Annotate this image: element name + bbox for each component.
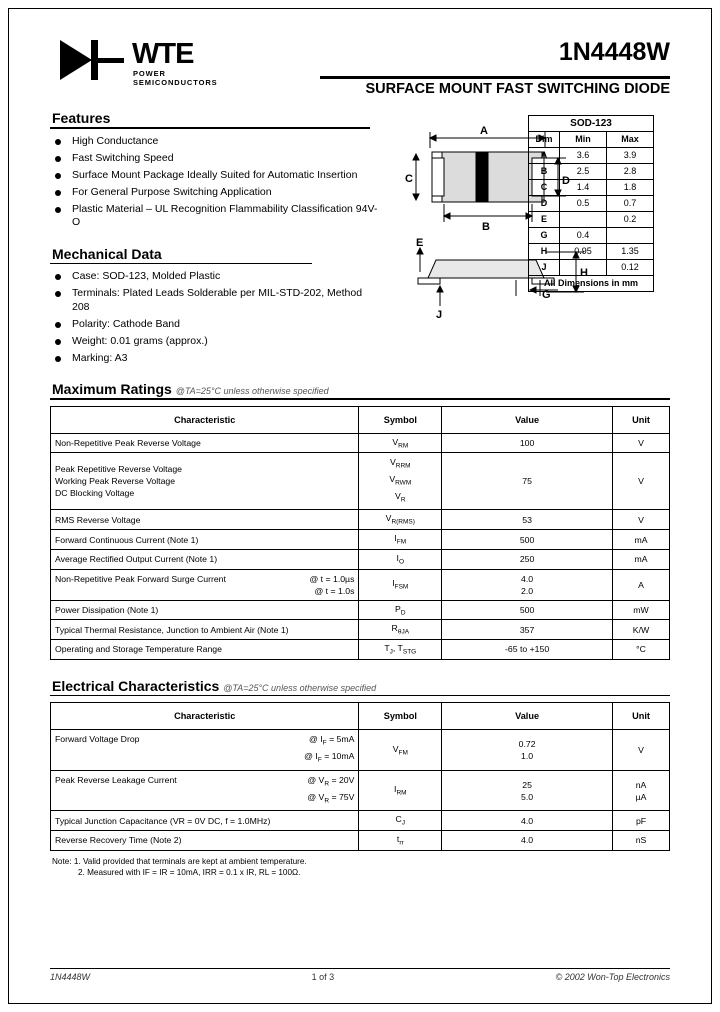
cell-value: 53 bbox=[442, 510, 613, 530]
max-cell: 3.9 bbox=[607, 148, 654, 164]
note-1: Note: 1. Valid provided that terminals are kept at ambient temperature. bbox=[52, 856, 307, 866]
cell-unit: pF bbox=[613, 811, 670, 831]
cell-value: 357 bbox=[442, 620, 613, 640]
table-row bbox=[529, 148, 654, 164]
max-ratings-condition: @TA=25°C unless otherwise specified bbox=[175, 386, 329, 396]
dim-label-c: C bbox=[405, 173, 413, 185]
cell-unit: V bbox=[613, 510, 670, 530]
part-number: 1N4448W bbox=[558, 38, 670, 66]
company-logo bbox=[58, 36, 248, 92]
col-symbol: Symbol bbox=[359, 703, 442, 730]
col-unit: Unit bbox=[613, 406, 670, 433]
features-heading: Features bbox=[52, 110, 111, 126]
cell-value: 75 bbox=[442, 453, 613, 510]
cell-characteristic: Typical Junction Capacitance (VR = 0V DC, f = 1.0MHz) bbox=[51, 811, 359, 831]
list-item: Marking: A3 bbox=[50, 352, 380, 366]
dim-label-g: G bbox=[542, 289, 551, 301]
electrical-section bbox=[50, 678, 670, 878]
table-row bbox=[529, 260, 654, 276]
package-header-dim: Dim bbox=[529, 132, 560, 148]
cell-condition: @ t = 1.0µs @ t = 1.0s bbox=[309, 573, 355, 596]
min-cell: 0.4 bbox=[560, 228, 607, 244]
cell-characteristic: Forward Continuous Current (Note 1) bbox=[51, 530, 359, 550]
cell-unit: A bbox=[613, 569, 670, 600]
list-item: Case: SOD-123, Molded Plastic bbox=[50, 270, 380, 284]
table-row bbox=[529, 164, 654, 180]
max-cell: 0.2 bbox=[607, 212, 654, 228]
max-ratings-section bbox=[50, 381, 670, 660]
cell-value: 4.0 2.0 bbox=[442, 569, 613, 600]
cell-value: 0.72 1.0 bbox=[442, 730, 613, 770]
page-content bbox=[50, 28, 670, 878]
cell-unit: mA bbox=[613, 530, 670, 550]
table-row bbox=[529, 196, 654, 212]
cell-symbol: $I_{FSM}$ bbox=[359, 569, 442, 600]
cell-symbol: $I_{FM}$ bbox=[359, 530, 442, 550]
page-header bbox=[50, 28, 670, 100]
cell-symbol: $T_J$, $T_{STG}$ bbox=[359, 640, 442, 660]
max-ratings-heading bbox=[50, 381, 670, 398]
wte-logo-icon bbox=[58, 38, 126, 82]
min-cell: 2.5 bbox=[560, 164, 607, 180]
cell-value: 500 bbox=[442, 530, 613, 550]
max-ratings-title: Maximum Ratings bbox=[52, 381, 172, 397]
max-cell: 1.8 bbox=[607, 180, 654, 196]
cell-unit: V bbox=[613, 453, 670, 510]
min-cell: 0.5 bbox=[560, 196, 607, 212]
cell-unit: mW bbox=[613, 600, 670, 620]
table-row bbox=[51, 569, 670, 600]
cell-symbol: $I_{RM}$ bbox=[359, 770, 442, 810]
page-footer bbox=[50, 968, 670, 983]
package-table-title: SOD-123 bbox=[529, 116, 654, 132]
table-row bbox=[51, 620, 670, 640]
cell-characteristic: Peak Repetitive Reverse Voltage Working Peak Reverse Voltage DC Blocking Voltage bbox=[51, 453, 359, 510]
cell-characteristic: RMS Reverse Voltage bbox=[51, 510, 359, 530]
cell-unit: nA µA bbox=[613, 770, 670, 810]
cell-symbol: $R_{\theta JA}$ bbox=[359, 620, 442, 640]
cell-value: 100 bbox=[442, 433, 613, 453]
table-row bbox=[51, 549, 670, 569]
dim-label-d: D bbox=[562, 175, 570, 187]
list-item: For General Purpose Switching Application bbox=[50, 186, 380, 200]
max-cell: 0.7 bbox=[607, 196, 654, 212]
cell-value: 25 5.0 bbox=[442, 770, 613, 810]
list-item: High Conductance bbox=[50, 135, 380, 149]
table-row bbox=[51, 433, 670, 453]
table-header-row bbox=[51, 703, 670, 730]
cell-unit: V bbox=[613, 433, 670, 453]
notes-block bbox=[50, 856, 670, 878]
cell-unit: nS bbox=[613, 831, 670, 851]
dim-cell: G bbox=[529, 228, 560, 244]
cell-characteristic: Operating and Storage Temperature Range bbox=[51, 640, 359, 660]
cell-characteristic: Typical Thermal Resistance, Junction to Ambient Air (Note 1) bbox=[51, 620, 359, 640]
package-header-max: Max bbox=[607, 132, 654, 148]
dim-label-h: H bbox=[580, 267, 588, 279]
dim-cell: H bbox=[529, 244, 560, 260]
table-row bbox=[51, 510, 670, 530]
electrical-title: Electrical Characteristics bbox=[52, 677, 220, 694]
cell-value: 250 bbox=[442, 549, 613, 569]
table-row bbox=[51, 811, 670, 831]
dim-cell: C bbox=[529, 180, 560, 196]
mechanical-rule bbox=[50, 263, 312, 265]
max-cell: 1.35 bbox=[607, 244, 654, 260]
dim-cell: B bbox=[529, 164, 560, 180]
list-item: Terminals: Plated Leads Solderable per MIL-STD-202, Method 208 bbox=[50, 287, 380, 314]
dim-label-e: E bbox=[416, 237, 424, 249]
cell-symbol: $I_O$ bbox=[359, 549, 442, 569]
table-row bbox=[51, 530, 670, 550]
cell-characteristic: Non-Repetitive Peak Reverse Voltage bbox=[51, 433, 359, 453]
cell-condition: @ $I_F = 5mA$ @ $I_F = 10mA$ bbox=[304, 734, 355, 764]
package-table-footer: All Dimensions in mm bbox=[529, 276, 654, 292]
col-characteristic: Characteristic bbox=[51, 406, 359, 433]
table-row bbox=[51, 730, 670, 770]
min-cell: 0.95 bbox=[560, 244, 607, 260]
cell-condition: @ $V_R = 20V$ @ $V_R = 75V$ bbox=[307, 774, 355, 805]
col-characteristic: Characteristic bbox=[51, 703, 359, 730]
min-cell: 3.6 bbox=[560, 148, 607, 164]
cell-characteristic: Forward Voltage Drop @ $I_F = 5mA$ @ $I_F = 10mA$ bbox=[51, 730, 359, 770]
electrical-heading bbox=[50, 678, 670, 695]
header-divider bbox=[320, 76, 670, 79]
cell-symbol: $t_{rr}$ bbox=[359, 831, 442, 851]
cell-unit: mA bbox=[613, 549, 670, 569]
footer-page-number: 1 of 3 bbox=[311, 972, 335, 982]
dim-cell: A bbox=[529, 148, 560, 164]
table-row bbox=[51, 453, 670, 510]
col-unit: Unit bbox=[613, 703, 670, 730]
max-ratings-rule bbox=[50, 398, 670, 400]
cell-characteristic: Average Rectified Output Current (Note 1) bbox=[51, 549, 359, 569]
cell-value: 4.0 bbox=[442, 831, 613, 851]
cell-value: -65 to +150 bbox=[442, 640, 613, 660]
cell-characteristic: Non-Repetitive Peak Forward Surge Current @ t = 1.0µs @ t = 1.0s bbox=[51, 569, 359, 600]
dim-cell: J bbox=[529, 260, 560, 276]
table-row bbox=[51, 770, 670, 810]
cell-symbol: $P_D$ bbox=[359, 600, 442, 620]
list-item: Surface Mount Package Ideally Suited for Automatic Insertion bbox=[50, 169, 380, 183]
dim-label-b: B bbox=[482, 221, 490, 233]
cell-characteristic: Peak Reverse Leakage Current @ $V_R = 20V$ @ $V_R = 75V$ bbox=[51, 770, 359, 810]
table-row bbox=[529, 228, 654, 244]
table-row bbox=[529, 212, 654, 228]
min-cell: 1.4 bbox=[560, 180, 607, 196]
electrical-rule bbox=[50, 695, 670, 697]
brand-tagline: POWER SEMICONDUCTORS bbox=[133, 69, 218, 87]
footer-copyright: © 2002 Won-Top Electronics bbox=[555, 972, 670, 982]
electrical-table bbox=[50, 702, 670, 850]
features-column bbox=[50, 110, 380, 365]
table-row bbox=[529, 180, 654, 196]
max-cell bbox=[607, 228, 654, 244]
cell-characteristic: Power Dissipation (Note 1) bbox=[51, 600, 359, 620]
list-item: Fast Switching Speed bbox=[50, 152, 380, 166]
list-item: Polarity: Cathode Band bbox=[50, 318, 380, 332]
table-row bbox=[529, 244, 654, 260]
features-rule bbox=[50, 127, 370, 129]
package-header-min: Min bbox=[560, 132, 607, 148]
max-ratings-table bbox=[50, 406, 670, 660]
package-dimension-table bbox=[528, 115, 654, 292]
table-header-row bbox=[51, 406, 670, 433]
document-subtitle: SURFACE MOUNT FAST SWITCHING DIODE bbox=[365, 81, 670, 97]
cell-characteristic: Reverse Recovery Time (Note 2) bbox=[51, 831, 359, 851]
dim-label-a: A bbox=[480, 125, 488, 137]
cell-symbol: $V_{RRM}$ $V_{RWM}$ $V_R$ bbox=[359, 453, 442, 510]
footer-part-number: 1N4448W bbox=[50, 972, 91, 982]
list-item: Weight: 0.01 grams (approx.) bbox=[50, 335, 380, 349]
col-value: Value bbox=[442, 406, 613, 433]
table-row bbox=[51, 600, 670, 620]
cell-symbol: $V_{RM}$ bbox=[359, 433, 442, 453]
mechanical-heading: Mechanical Data bbox=[52, 245, 162, 262]
table-row bbox=[51, 831, 670, 851]
features-and-package bbox=[50, 110, 670, 365]
cell-value: 4.0 bbox=[442, 811, 613, 831]
dim-cell: D bbox=[529, 196, 560, 212]
cell-symbol: $V_{FM}$ bbox=[359, 730, 442, 770]
brand-name: WTE bbox=[132, 38, 194, 70]
cell-symbol: $C_J$ bbox=[359, 811, 442, 831]
col-symbol: Symbol bbox=[359, 406, 442, 433]
features-list bbox=[50, 135, 380, 230]
cell-unit: V bbox=[613, 730, 670, 770]
cell-unit: °C bbox=[613, 640, 670, 660]
min-cell bbox=[560, 260, 607, 276]
cell-symbol: $V_{R(RMS)}$ bbox=[359, 510, 442, 530]
max-cell: 0.12 bbox=[607, 260, 654, 276]
col-value: Value bbox=[442, 703, 613, 730]
mechanical-list bbox=[50, 270, 380, 365]
list-item: Plastic Material – UL Recognition Flammability Classification 94V-O bbox=[50, 203, 380, 230]
cell-value: 500 bbox=[442, 600, 613, 620]
electrical-condition: @TA=25°C unless otherwise specified bbox=[223, 682, 377, 693]
min-cell bbox=[560, 212, 607, 228]
dim-label-j: J bbox=[436, 309, 443, 321]
cell-unit: K/W bbox=[613, 620, 670, 640]
table-row bbox=[51, 640, 670, 660]
max-cell: 2.8 bbox=[607, 164, 654, 180]
dim-cell: E bbox=[529, 212, 560, 228]
note-2: 2. Measured with IF = IR = 10mA, IRR = 0.1 x IR, RL = 100Ω. bbox=[78, 867, 301, 877]
